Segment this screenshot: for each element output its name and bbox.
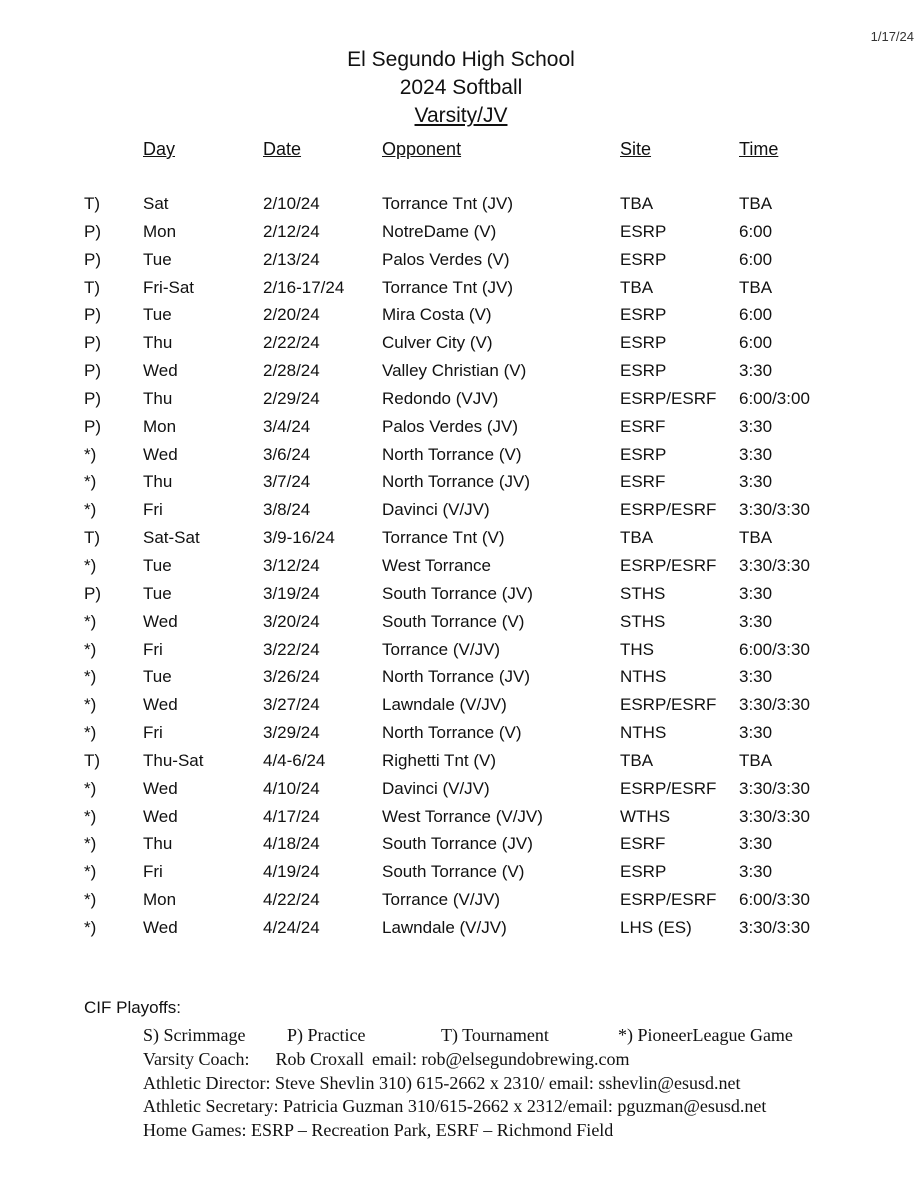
row-time: 3:30/3:30 <box>739 806 810 826</box>
row-date: 2/28/24 <box>263 361 320 381</box>
table-row <box>0 552 922 580</box>
row-day: Wed <box>143 806 178 826</box>
row-time: 3:30 <box>739 583 773 603</box>
row-site: WTHS <box>620 806 671 826</box>
table-row <box>0 636 922 664</box>
row-code: P) <box>84 249 101 269</box>
legend-practice: P) Practice <box>287 1025 366 1045</box>
row-site: ESRP/ESRF <box>620 555 717 575</box>
row-time: 6:00/3:30 <box>739 890 810 910</box>
schedule-table <box>0 190 922 942</box>
row-day: Tue <box>143 555 172 575</box>
row-code: *) <box>84 555 97 575</box>
column-header-opponent: Opponent <box>382 139 462 159</box>
table-row <box>0 329 922 357</box>
row-site: ESRF <box>620 834 666 854</box>
table-row <box>0 413 922 441</box>
row-time: 3:30 <box>739 361 773 381</box>
row-opponent: South Torrance (JV) <box>382 583 533 603</box>
varsity-coach-line <box>143 1048 883 1072</box>
row-date: 2/10/24 <box>263 194 320 213</box>
row-code: P) <box>84 416 101 436</box>
home-games-line: Home Games: ESRP – Recreation Park, ESRF – Richmond Field <box>143 1119 614 1140</box>
row-date: 3/8/24 <box>263 500 311 520</box>
row-day: Thu <box>143 333 173 353</box>
athletic-director-line: Athletic Director: Steve Shevlin 310) 615-2662 x 2310/ email: sshevlin@esusd.net <box>143 1072 741 1093</box>
row-code: *) <box>84 890 97 910</box>
row-time: 6:00 <box>739 333 773 353</box>
row-time: 6:00/3:00 <box>739 388 810 408</box>
row-day: Fri <box>143 500 163 520</box>
row-day: Tue <box>143 583 172 603</box>
row-day: Thu-Sat <box>143 750 204 770</box>
row-site: ESRP <box>620 221 667 241</box>
row-code: *) <box>84 695 97 715</box>
row-time: 3:30 <box>739 862 773 882</box>
row-time: 6:00 <box>739 221 773 241</box>
row-site: NTHS <box>620 667 667 687</box>
table-row <box>0 190 922 218</box>
row-code: *) <box>84 806 97 826</box>
row-date: 3/27/24 <box>263 695 320 715</box>
row-time: 6:00 <box>739 305 773 325</box>
row-date: 2/12/24 <box>263 221 320 241</box>
print-date: 1/17/24 <box>870 29 914 44</box>
row-site: ESRP/ESRF <box>620 500 717 520</box>
row-site: ESRP <box>620 333 667 353</box>
legend-league: *) PioneerLeague Game <box>618 1025 793 1045</box>
row-site: ESRP/ESRF <box>620 388 717 408</box>
row-code: P) <box>84 583 101 603</box>
row-opponent: West Torrance (V/JV) <box>382 806 543 826</box>
row-code: P) <box>84 221 101 241</box>
column-header-day: Day <box>143 139 176 159</box>
row-day: Sat-Sat <box>143 528 200 548</box>
row-date: 2/20/24 <box>263 305 320 325</box>
row-time: 3:30/3:30 <box>739 778 810 798</box>
row-opponent: Torrance Tnt (JV) <box>382 194 514 213</box>
row-date: 2/13/24 <box>263 249 320 269</box>
row-time: TBA <box>739 750 773 770</box>
row-opponent: South Torrance (V) <box>382 862 525 882</box>
table-row <box>0 747 922 775</box>
table-row <box>0 914 922 942</box>
row-time: 3:30 <box>739 723 773 743</box>
row-code: P) <box>84 361 101 381</box>
row-opponent: Mira Costa (V) <box>382 305 492 325</box>
table-row <box>0 663 922 691</box>
row-day: Tue <box>143 667 172 687</box>
row-code: P) <box>84 333 101 353</box>
legend-scrimmage: S) Scrimmage <box>143 1025 246 1045</box>
row-time: 3:30 <box>739 444 773 464</box>
row-opponent: Torrance (V/JV) <box>382 890 501 910</box>
row-date: 3/4/24 <box>263 416 311 436</box>
row-date: 3/12/24 <box>263 555 320 575</box>
row-day: Tue <box>143 305 172 325</box>
table-row <box>0 886 922 914</box>
row-day: Fri <box>143 639 163 659</box>
row-opponent: Redondo (VJV) <box>382 388 499 408</box>
row-site: ESRF <box>620 472 666 492</box>
row-day: Fri <box>143 723 163 743</box>
row-code: *) <box>84 723 97 743</box>
level-title: Varsity/JV <box>414 104 508 127</box>
varsity-coach-email: email: rob@elsegundobrewing.com <box>371 1049 630 1069</box>
table-row <box>0 524 922 552</box>
row-day: Thu <box>143 472 173 492</box>
row-site: ESRP <box>620 249 667 269</box>
row-date: 3/22/24 <box>263 639 320 659</box>
cif-playoffs-label: CIF Playoffs: <box>84 998 181 1017</box>
row-time: 3:30 <box>739 416 773 436</box>
row-site: THS <box>620 639 654 659</box>
row-site: ESRP/ESRF <box>620 695 717 715</box>
row-code: P) <box>84 305 101 325</box>
row-date: 3/6/24 <box>263 444 311 464</box>
table-row <box>0 608 922 636</box>
row-date: 4/17/24 <box>263 806 320 826</box>
row-day: Wed <box>143 695 178 715</box>
row-date: 3/19/24 <box>263 583 320 603</box>
row-opponent: West Torrance <box>382 555 491 575</box>
row-code: *) <box>84 472 97 492</box>
row-date: 4/24/24 <box>263 917 320 937</box>
row-time: 3:30 <box>739 667 773 687</box>
row-code: *) <box>84 444 97 464</box>
row-code: *) <box>84 500 97 520</box>
row-time: 3:30/3:30 <box>739 917 810 937</box>
row-opponent: South Torrance (V) <box>382 611 525 631</box>
row-site: TBA <box>620 194 654 213</box>
row-site: NTHS <box>620 723 667 743</box>
row-opponent: Culver City (V) <box>382 333 493 353</box>
row-site: ESRF <box>620 416 666 436</box>
row-date: 2/29/24 <box>263 388 320 408</box>
row-code: *) <box>84 639 97 659</box>
table-row <box>0 496 922 524</box>
row-day: Wed <box>143 444 178 464</box>
row-code: T) <box>84 277 101 297</box>
table-row <box>0 274 922 302</box>
row-site: TBA <box>620 750 654 770</box>
row-time: TBA <box>739 277 773 297</box>
row-opponent: Lawndale (V/JV) <box>382 695 507 715</box>
table-row <box>0 580 922 608</box>
table-row <box>0 301 922 329</box>
row-date: 4/10/24 <box>263 778 320 798</box>
row-date: 3/29/24 <box>263 723 320 743</box>
column-header-date: Date <box>263 139 302 159</box>
row-day: Wed <box>143 361 178 381</box>
row-day: Wed <box>143 611 178 631</box>
row-opponent: Torrance Tnt (JV) <box>382 277 514 297</box>
row-site: LHS (ES) <box>620 917 692 937</box>
row-day: Mon <box>143 221 177 241</box>
event-type-legend <box>143 1024 883 1048</box>
row-site: TBA <box>620 528 654 548</box>
row-site: ESRP <box>620 361 667 381</box>
row-time: TBA <box>739 194 773 213</box>
row-opponent: North Torrance (JV) <box>382 667 531 687</box>
row-opponent: Palos Verdes (V) <box>382 249 510 269</box>
row-day: Tue <box>143 249 172 269</box>
table-row <box>0 357 922 385</box>
row-day: Wed <box>143 778 178 798</box>
legend-tournament: T) Tournament <box>441 1025 549 1045</box>
row-site: STHS <box>620 611 666 631</box>
row-code: *) <box>84 611 97 631</box>
row-day: Fri <box>143 862 163 882</box>
row-time: TBA <box>739 528 773 548</box>
row-site: ESRP <box>620 862 667 882</box>
athletic-secretary-line: Athletic Secretary: Patricia Guzman 310/615-2662 x 2312/email: pguzman@esusd.net <box>143 1096 767 1116</box>
row-opponent: South Torrance (JV) <box>382 834 533 854</box>
row-opponent: Davinci (V/JV) <box>382 500 490 520</box>
varsity-coach-label: Varsity Coach: <box>143 1049 250 1069</box>
row-date: 3/7/24 <box>263 472 311 492</box>
row-opponent: Davinci (V/JV) <box>382 778 490 798</box>
row-day: Wed <box>143 917 178 937</box>
row-opponent: Lawndale (V/JV) <box>382 917 507 937</box>
table-row <box>0 719 922 747</box>
season-title: 2024 Softball <box>399 76 523 99</box>
row-opponent: Palos Verdes (JV) <box>382 416 519 436</box>
row-opponent: North Torrance (V) <box>382 723 522 743</box>
row-date: 3/26/24 <box>263 667 320 687</box>
row-time: 6:00/3:30 <box>739 639 810 659</box>
row-code: P) <box>84 388 101 408</box>
row-site: TBA <box>620 277 654 297</box>
row-date: 3/9-16/24 <box>263 528 335 548</box>
row-time: 3:30/3:30 <box>739 555 810 575</box>
row-date: 4/18/24 <box>263 834 320 854</box>
row-opponent: Torrance (V/JV) <box>382 639 501 659</box>
row-time: 3:30 <box>739 611 773 631</box>
title-block <box>0 46 922 130</box>
row-code: *) <box>84 862 97 882</box>
row-opponent: NotreDame (V) <box>382 221 497 241</box>
row-opponent: Valley Christian (V) <box>382 361 527 381</box>
row-date: 3/20/24 <box>263 611 320 631</box>
row-code: T) <box>84 194 101 213</box>
row-time: 3:30/3:30 <box>739 695 810 715</box>
table-row <box>0 803 922 831</box>
row-site: ESRP/ESRF <box>620 778 717 798</box>
row-day: Fri-Sat <box>143 277 194 297</box>
row-date: 2/16-17/24 <box>263 277 345 297</box>
row-time: 3:30 <box>739 834 773 854</box>
row-code: *) <box>84 778 97 798</box>
row-day: Sat <box>143 194 169 213</box>
table-row <box>0 775 922 803</box>
table-row <box>0 218 922 246</box>
table-row <box>0 691 922 719</box>
varsity-coach-name: Rob Croxall <box>275 1049 364 1069</box>
row-time: 6:00 <box>739 249 773 269</box>
column-header-time: Time <box>739 139 779 159</box>
row-code: *) <box>84 917 97 937</box>
legend-block <box>143 1024 883 1142</box>
table-row <box>0 858 922 886</box>
table-row <box>0 385 922 413</box>
row-day: Thu <box>143 388 173 408</box>
row-code: T) <box>84 750 101 770</box>
row-day: Thu <box>143 834 173 854</box>
row-time: 3:30/3:30 <box>739 500 810 520</box>
row-day: Mon <box>143 890 177 910</box>
row-opponent: Torrance Tnt (V) <box>382 528 505 548</box>
row-opponent: North Torrance (JV) <box>382 472 531 492</box>
table-row <box>0 830 922 858</box>
row-site: ESRP <box>620 444 667 464</box>
row-site: STHS <box>620 583 666 603</box>
row-code: *) <box>84 834 97 854</box>
row-time: 3:30 <box>739 472 773 492</box>
row-code: T) <box>84 528 101 548</box>
row-date: 2/22/24 <box>263 333 320 353</box>
row-date: 4/19/24 <box>263 862 320 882</box>
row-site: ESRP <box>620 305 667 325</box>
table-row <box>0 441 922 469</box>
row-date: 4/4-6/24 <box>263 750 326 770</box>
row-date: 4/22/24 <box>263 890 320 910</box>
column-header-site: Site <box>620 139 652 159</box>
row-site: ESRP/ESRF <box>620 890 717 910</box>
table-row <box>0 468 922 496</box>
row-opponent: North Torrance (V) <box>382 444 522 464</box>
school-name: El Segundo High School <box>347 48 575 71</box>
row-day: Mon <box>143 416 177 436</box>
row-opponent: Righetti Tnt (V) <box>382 750 497 770</box>
table-row <box>0 246 922 274</box>
row-code: *) <box>84 667 97 687</box>
